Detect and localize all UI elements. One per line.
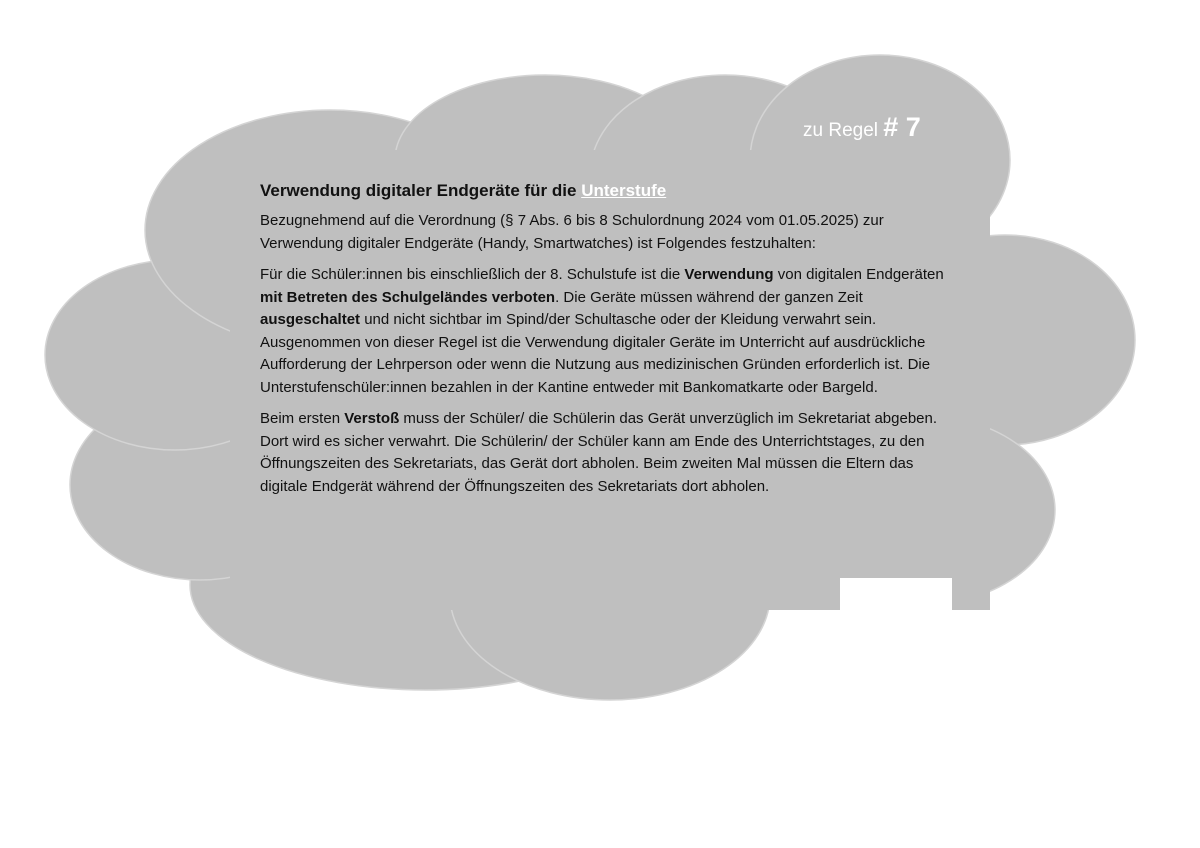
violation-text-2: muss der Schüler/ die Schülerin das Gerät unverzüglich im Sekretariat abgeben. Dort wird es sicher verwahrt. Die Schülerin/ der Schüler kann am Ende des Unterrichtstages, zu den Öffnungszeiten des Sekretariats, das Gerät dort abholen. Beim zweiten Mal müssen die Eltern das digitale Endgerät während der Öffnungszeiten des Sekretariats dort abholen. xyxy=(260,410,938,495)
violation-bold-1: Verstoß xyxy=(344,410,400,427)
rules-text-1: Für die Schüler:innen bis einschließlich der 8. Schulstufe ist die xyxy=(260,266,681,283)
rules-bold-2: mit Betreten des Schulgeländes verboten xyxy=(260,288,556,306)
rule-number: # 7 xyxy=(883,112,921,142)
rules-bold-3: ausgeschaltet xyxy=(260,311,361,328)
content-block xyxy=(260,178,950,507)
rules-text-3: . Die Geräte müssen während der ganzen Zeit xyxy=(555,288,863,306)
rule-prefix: zu Regel xyxy=(803,120,878,141)
rules-text-4: und nicht sichtbar im Spind/der Schultasche oder der Kleidung verwahrt sein. Ausgenommen von dieser Regel ist die Verwendung digitaler Geräte im Unterricht auf ausdrückliche Aufforderung der Lehrperson oder wenn die Nutzung aus medizinischen Gründen erforderlich ist. Die Unterstufenschüler:innen bezahlen in der Kantine entweder mit Bankomatkarte oder Bargeld. xyxy=(260,311,931,396)
heading-link-unterstufe[interactable]: Unterstufe xyxy=(581,181,667,200)
rules-text-2: von digitalen Endgeräten xyxy=(777,266,944,283)
violation-paragraph xyxy=(260,408,950,498)
violation-text-1: Beim ersten xyxy=(260,410,341,427)
rules-paragraph xyxy=(260,264,950,399)
rules-bold-1: Verwendung xyxy=(684,266,774,283)
intro-paragraph: Bezugnehmend auf die Verordnung (§ 7 Abs. 6 bis 8 Schulordnung 2024 vom 01.05.2025) zur Verwendung digitaler Endgeräte (Handy, Smartwatches) ist Folgendes festzuhalten: xyxy=(260,212,884,252)
heading-text: Verwendung digitaler Endgeräte für die xyxy=(260,181,577,200)
heading xyxy=(260,178,950,204)
rule-reference xyxy=(803,112,921,146)
